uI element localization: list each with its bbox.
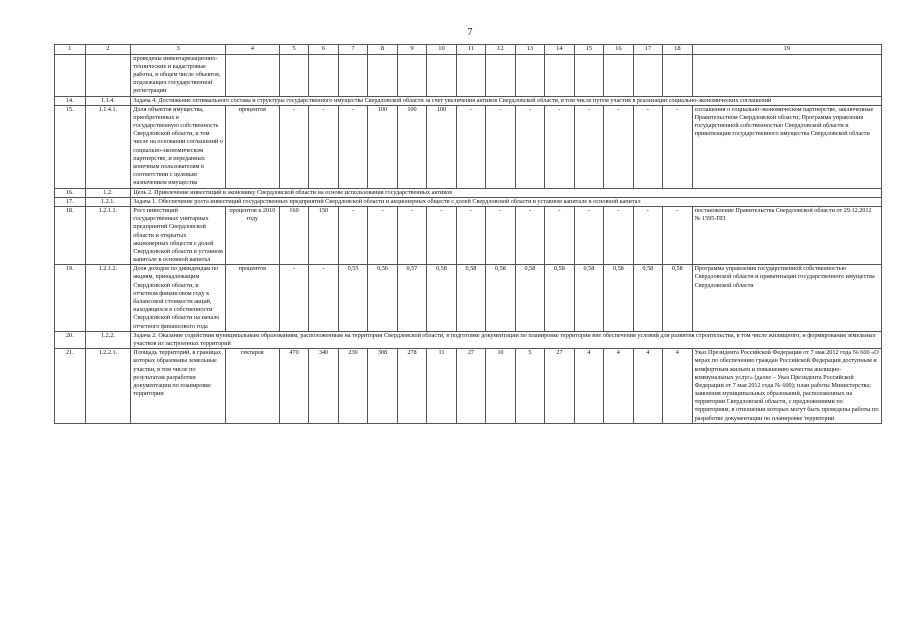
source-cell <box>692 54 881 96</box>
section-row <box>55 197 882 206</box>
indicators-table <box>54 44 882 424</box>
header-cell: 19 <box>692 45 881 55</box>
table-cell: - <box>515 206 544 264</box>
indicator-name-cell: проведены инвентаризационно-технические и кадастровые работы, в общем числе объектов, подлежащих государственной регистрации <box>131 54 226 96</box>
table-cell: 21. <box>55 349 86 424</box>
row-number-cell: 17. <box>55 197 86 206</box>
table-cell: - <box>338 105 367 188</box>
table-cell: 100 <box>397 105 426 188</box>
header-cell: 6 <box>309 45 338 55</box>
table-cell: 340 <box>309 349 338 424</box>
table-cell: - <box>604 206 633 264</box>
table-cell: 11 <box>427 349 456 424</box>
header-cell: 12 <box>486 45 515 55</box>
table-cell: - <box>397 206 426 264</box>
table-cell <box>545 54 574 96</box>
table-cell: 0,58 <box>427 265 456 332</box>
header-cell: 16 <box>604 45 633 55</box>
table-cell: 19. <box>55 265 86 332</box>
table-cell <box>604 54 633 96</box>
table-cell: - <box>486 105 515 188</box>
table-cell: гектаров <box>225 349 279 424</box>
table-cell: 5 <box>515 349 544 424</box>
row-code-cell: 1.2.2. <box>85 331 131 348</box>
table-cell <box>456 54 485 96</box>
table-row <box>55 54 882 96</box>
table-cell: - <box>574 206 603 264</box>
header-cell: 18 <box>663 45 692 55</box>
header-cell: 11 <box>456 45 485 55</box>
table-cell: процентов <box>225 105 279 188</box>
header-cell: 3 <box>131 45 226 55</box>
table-row <box>55 265 882 332</box>
table-cell: 160 <box>279 206 308 264</box>
table-cell <box>397 54 426 96</box>
table-cell <box>515 54 544 96</box>
table-cell: - <box>486 206 515 264</box>
table-cell: 4 <box>663 349 692 424</box>
indicator-name-cell: Доля объектов имущества, приобретенных в государственную собственность Свердловской области, в том числе на основании соглашений о социально-экономическом партнерстве, и переданных конечным пользователям в соответствии с целевым назначением имущества <box>131 105 226 188</box>
table-cell: - <box>309 265 338 332</box>
table-cell: - <box>456 206 485 264</box>
header-cell: 10 <box>427 45 456 55</box>
table-cell: - <box>279 105 308 188</box>
table-cell: 0,57 <box>397 265 426 332</box>
table-cell: - <box>604 105 633 188</box>
table-cell: - <box>633 105 662 188</box>
table-cell: 0,58 <box>545 265 574 332</box>
section-row <box>55 96 882 105</box>
table-cell: 4 <box>633 349 662 424</box>
header-cell: 17 <box>633 45 662 55</box>
header-cell: 2 <box>85 45 131 55</box>
row-number-cell: 14. <box>55 96 86 105</box>
table-cell: - <box>456 105 485 188</box>
header-cell: 15 <box>574 45 603 55</box>
section-text-cell: Задача 2. Оказание содействия муниципальным образованиям, расположенным на территории Свердловской области, в подготовке документации по планировке территории вне обеспечения условий для развития строительства, в том числе жилищного, и формирования земельных участков из застроенных территорий <box>131 331 882 348</box>
table-cell <box>338 54 367 96</box>
page-number: 7 <box>467 27 473 38</box>
table-cell: 27 <box>456 349 485 424</box>
table-cell: 278 <box>397 349 426 424</box>
row-code-cell: 1.2. <box>85 188 131 197</box>
table-cell: - <box>309 105 338 188</box>
table-cell <box>574 54 603 96</box>
table-cell <box>633 54 662 96</box>
table-cell <box>427 54 456 96</box>
table-cell: процентов <box>225 265 279 332</box>
header-cell: 1 <box>55 45 86 55</box>
table-row <box>55 206 882 264</box>
table-cell: 27 <box>545 349 574 424</box>
table-cell: - <box>663 105 692 188</box>
table-cell: процентов к 2010 году <box>225 206 279 264</box>
table-cell: 150 <box>309 206 338 264</box>
table-cell: 100 <box>427 105 456 188</box>
table-cell: 4 <box>574 349 603 424</box>
table-cell <box>279 54 308 96</box>
table-cell: 0,58 <box>515 265 544 332</box>
header-cell: 8 <box>368 45 397 55</box>
section-text-cell: Задача 4. Достижение оптимального состава и структуры государственного имущества Свердловской области за счет увеличения активов Свердловской области, в том числе путем участия в реализации социально-экономических соглашений <box>131 96 882 105</box>
table-cell: 0,58 <box>486 265 515 332</box>
header-cell: 5 <box>279 45 308 55</box>
table-cell <box>225 54 279 96</box>
table-cell: 0,58 <box>456 265 485 332</box>
table-cell: - <box>338 206 367 264</box>
table-cell: - <box>574 105 603 188</box>
table-cell: - <box>545 105 574 188</box>
table-cell: - <box>633 206 662 264</box>
source-cell: постановление Правительства Свердловской области от 29.12.2012 № 1595-ПП <box>692 206 881 264</box>
table-cell: 15. <box>55 105 86 188</box>
header-cell: 14 <box>545 45 574 55</box>
row-code-cell: 1.1.4. <box>85 96 131 105</box>
table-cell: 0,55 <box>338 265 367 332</box>
table-row <box>55 105 882 188</box>
section-row <box>55 188 882 197</box>
table-cell: - <box>663 206 692 264</box>
source-cell: Указ Президента Российской Федерации от 7 мая 2012 года № 600 «О мерах по обеспечению граждан Российской Федерации доступным и комфортным жильем и повышению качества жилищно-коммунальных услуг» (далее – Указ Президента Российской Федерации от 7 мая 2012 года № 600); план работы Министерства; заявления муниципальных образований, расположенных на территории Свердловской области, с предложениями по территориям, в отношении которых могут быть проведены работы по разработке документации по планировке территории <box>692 349 881 424</box>
table-cell: - <box>368 206 397 264</box>
table-cell: 4 <box>604 349 633 424</box>
table-cell: - <box>279 265 308 332</box>
source-cell: соглашения о социально-экономическом партнерстве, заключенные Правительством Свердловской области; Программа управления государственной собственностью Свердловской области и приватизации государственного имущества Свердловской области <box>692 105 881 188</box>
table-cell: 0,58 <box>604 265 633 332</box>
table-cell <box>663 54 692 96</box>
table-cell: - <box>545 206 574 264</box>
table-cell: 0,58 <box>663 265 692 332</box>
table-cell: 230 <box>338 349 367 424</box>
table-cell: 1.2.1.1. <box>85 206 131 264</box>
table-row <box>55 349 882 424</box>
table-cell: 0,58 <box>574 265 603 332</box>
table-cell: 1.1.4.1. <box>85 105 131 188</box>
table-cell: - <box>515 105 544 188</box>
indicator-name-cell: Доля доходов по дивидендам по акциям, принадлежащим Свердловской области, в отчетном финансовом году к балансовой стоимости акций, находящихся в собственности Свердловской области на начало отчетного финансового года <box>131 265 226 332</box>
table-cell: 10 <box>486 349 515 424</box>
header-cell: 9 <box>397 45 426 55</box>
table-cell: 18. <box>55 206 86 264</box>
table-cell: 470 <box>279 349 308 424</box>
row-number-cell: 16. <box>55 188 86 197</box>
header-cell: 4 <box>225 45 279 55</box>
indicator-name-cell: Рост инвестиций государственных унитарных предприятий Свердловской области и открытых акционерных обществ с долей Свердловской области в уставном капитале в основной капитал <box>131 206 226 264</box>
table-cell <box>85 54 131 96</box>
table-cell: 308 <box>368 349 397 424</box>
header-cell: 13 <box>515 45 544 55</box>
table-cell <box>486 54 515 96</box>
table-cell: 100 <box>368 105 397 188</box>
table-cell: 1.2.2.1. <box>85 349 131 424</box>
table-cell: - <box>427 206 456 264</box>
section-text-cell: Задача 1. Обеспечение роста инвестиций государственных предприятий Свердловской области и акционерных обществ с долей Свердловской области в уставном капитале в основной капитал <box>131 197 882 206</box>
table-cell: 0,56 <box>368 265 397 332</box>
source-cell: Программа управления государственной собственностью Свердловской области и приватизации государственного имущества Свердловской области <box>692 265 881 332</box>
row-number-cell: 20. <box>55 331 86 348</box>
header-cell: 7 <box>338 45 367 55</box>
indicator-name-cell: Площадь территорий, в границах которых образованы земельные участки, в том числе по результатам разработки документации по планировке территории <box>131 349 226 424</box>
table-cell <box>55 54 86 96</box>
section-text-cell: Цель 2. Привлечение инвестиций в экономику Свердловской области на основе использования государственных активов <box>131 188 882 197</box>
table-header-row <box>55 45 882 55</box>
row-code-cell: 1.2.1. <box>85 197 131 206</box>
table-cell <box>309 54 338 96</box>
table-cell: 1.2.1.2. <box>85 265 131 332</box>
table-cell: 0,58 <box>633 265 662 332</box>
section-row <box>55 331 882 348</box>
table-cell <box>368 54 397 96</box>
